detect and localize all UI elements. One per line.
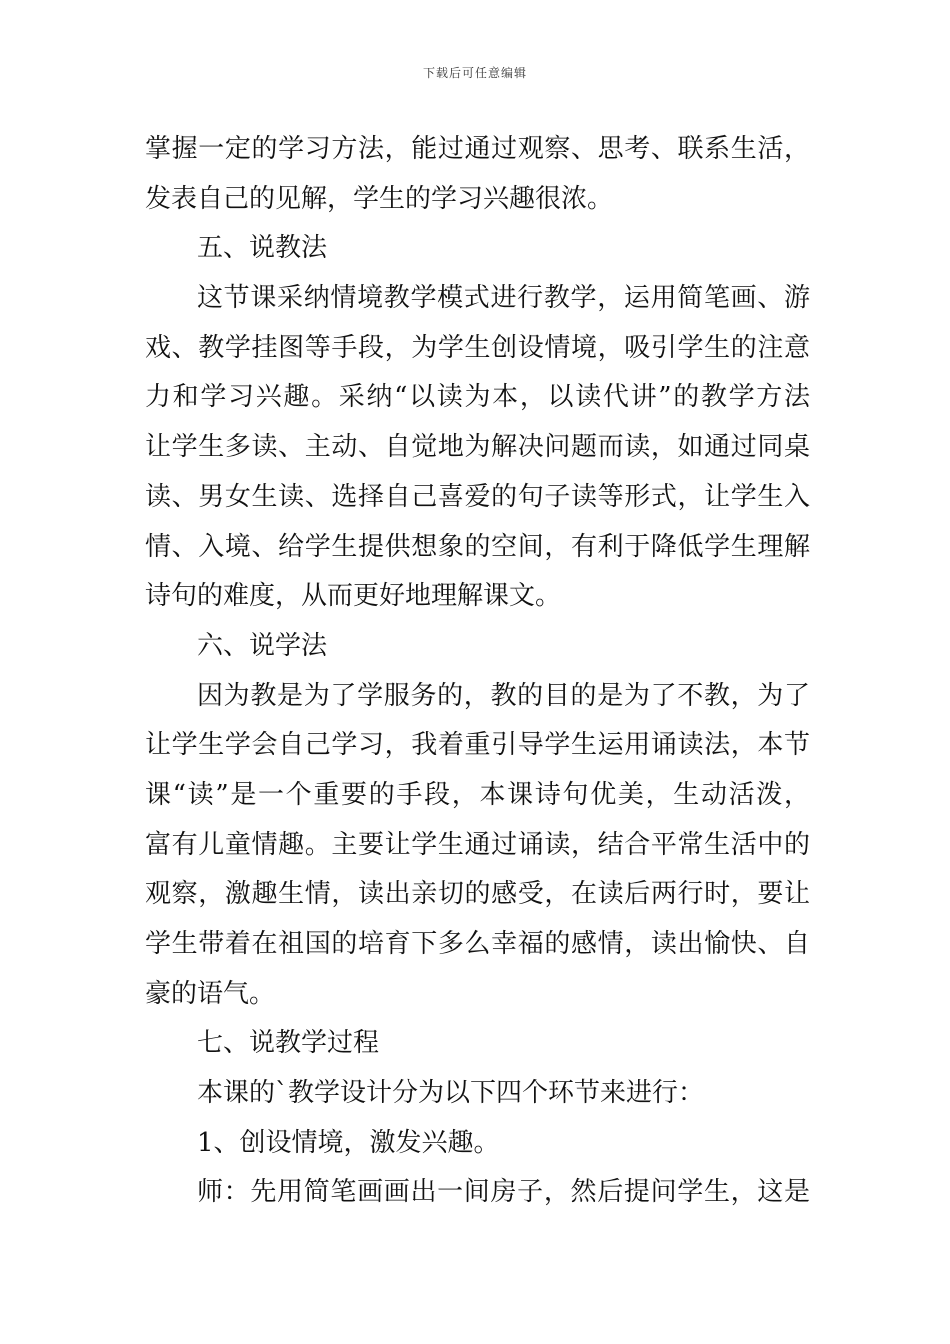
- sub-heading: 1、创设情境，激发兴趣。: [197, 1127, 500, 1158]
- text-line: 读、男女生读、选择自己喜爱的句子读等形式，让学生入: [145, 481, 810, 512]
- text-line: 富有儿童情趣。主要让学生通过诵读，结合平常生活中的: [145, 829, 810, 860]
- text-line: 学生带着在祖国的培育下多么幸福的感情，读出愉快、自: [145, 929, 810, 959]
- section-heading: 六、说学法: [197, 630, 328, 661]
- text-line: 观察，激趣生情，读出亲切的感受，在读后两行时，要让: [145, 879, 810, 910]
- text-line: 豪的语气。: [145, 978, 276, 1009]
- text-line: 戏、教学挂图等手段，为学生创设情境，吸引学生的注意: [145, 332, 810, 363]
- text-line: 本课的`教学设计分为以下四个环节来进行：: [197, 1078, 705, 1109]
- text-line: 情、入境、给学生提供想象的空间，有利于降低学生理解: [145, 531, 810, 562]
- text-line: 让学生学会自己学习，我着重引导学生运用诵读法，本节: [145, 730, 810, 761]
- text-line: 这节课采纳情境教学模式进行教学，运用简笔画、游: [197, 283, 810, 314]
- section-heading: 五、说教法: [197, 233, 328, 264]
- text-line: 力和学习兴趣。采纳“以读为本，以读代讲”的教学方法: [145, 382, 810, 413]
- text-line: 掌握一定的学习方法，能过通过观察、思考、联系生活，: [145, 134, 810, 164]
- page-header: 下载后可任意编辑: [422, 66, 527, 80]
- text-line: 发表自己的见解，学生的学习兴趣很浓。: [145, 183, 614, 214]
- body-text: [145, 125, 810, 1218]
- text-line: 课“读”是一个重要的手段，本课诗句优美，生动活泼，: [145, 779, 810, 810]
- text-line: 因为教是为了学服务的，教的目的是为了不教，为了: [197, 680, 810, 711]
- section-heading: 七、说教学过程: [197, 1028, 380, 1059]
- text-line: 师：先用简笔画画出一间房子，然后提问学生，这是: [197, 1177, 810, 1208]
- text-line: 诗句的难度，从而更好地理解课文。: [145, 581, 562, 612]
- text-line: 让学生多读、主动、自觉地为解决问题而读，如通过同桌: [145, 432, 810, 463]
